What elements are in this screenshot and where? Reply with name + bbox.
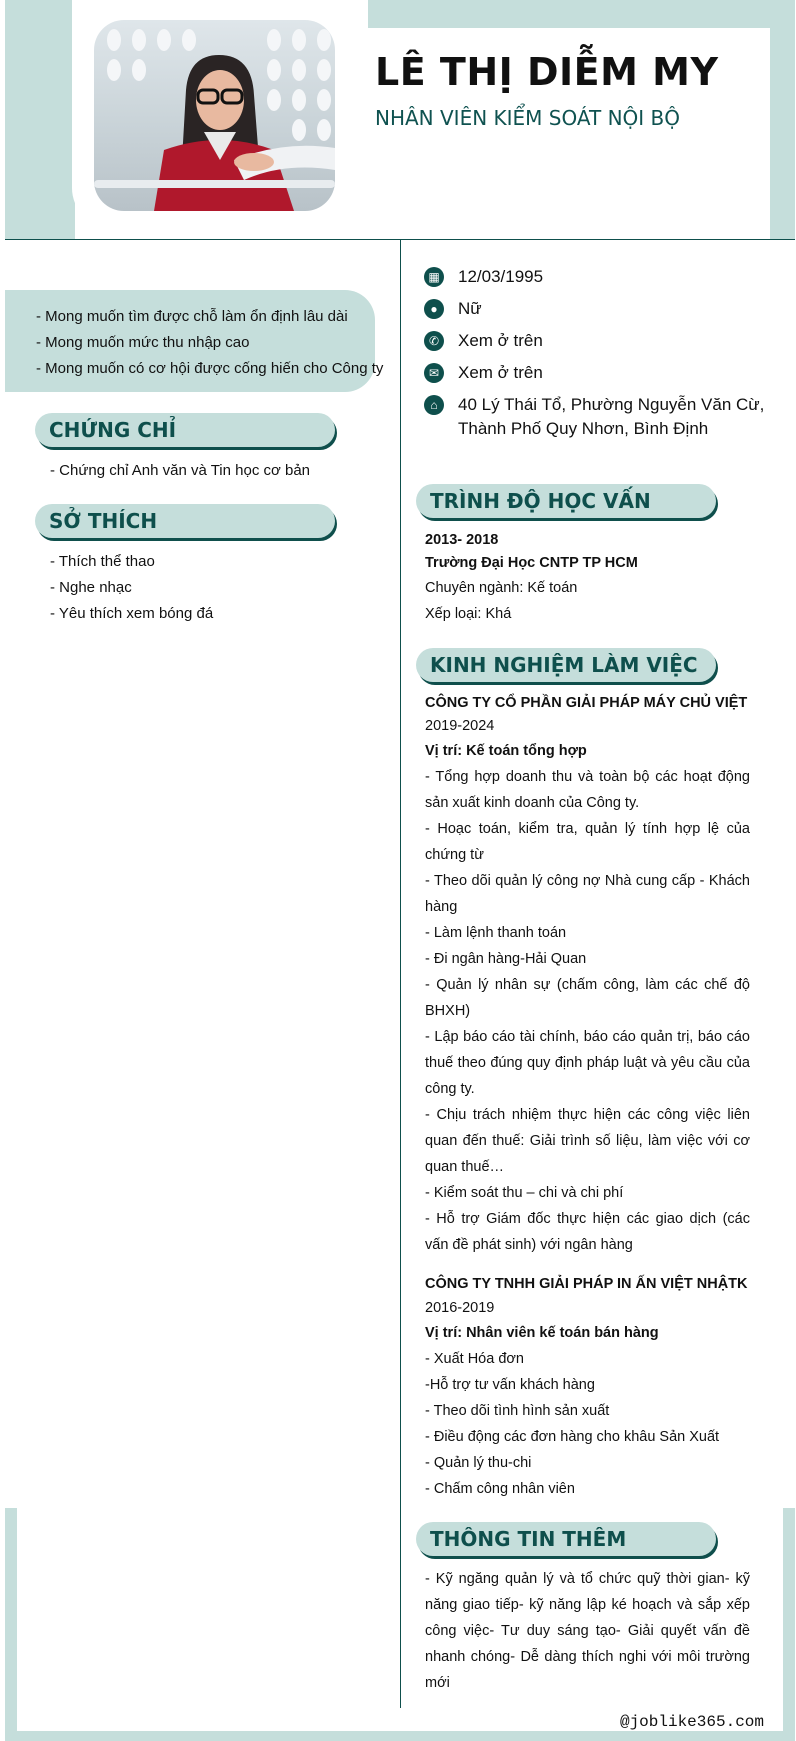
- education-title: TRÌNH ĐỘ HỌC VẤN: [430, 489, 651, 513]
- calendar-icon: ▦: [424, 267, 444, 287]
- job-duty: - Chấm công nhân viên: [425, 1481, 575, 1497]
- job-duty: - Đi ngân hàng-Hải Quan: [425, 951, 587, 967]
- extra-text: - Kỹ ngăng quản lý và tổ chức quỹ thời gian- kỹ năng giao tiếp- kỹ năng lập ké hoạch và sắp xếp công việc- Tư duy sáng tạo- Giải quyết vấn đề nhanh chóng- Dễ dàng thích nghi với môi trường mới: [425, 1571, 750, 1691]
- job-role: Vị trí: Nhân viên kế toán bán hàng: [425, 1325, 659, 1341]
- hobby-item: - Nghe nhạc: [50, 579, 132, 596]
- job-company: CÔNG TY TNHH GIẢI PHÁP IN ẤN VIỆT NHẬTK: [425, 1276, 748, 1292]
- address-line1: 40 Lý Thái Tổ, Phường Nguyễn Văn Cừ,: [458, 395, 765, 414]
- job-duty: - Quản lý nhân sự (chấm công, làm các chế độ BHXH): [425, 977, 750, 1019]
- job-duty: - Điều động các đơn hàng cho khâu Sản Xuất: [425, 1429, 720, 1445]
- job-duty: - Theo dõi quản lý công nợ Nhà cung cấp - Khách hàng: [425, 873, 750, 915]
- job-duty: - Hoạc toán, kiểm tra, quản lý tính hợp lệ của chứng từ: [425, 821, 750, 863]
- candidate-position: NHÂN VIÊN KIỂM SOÁT NỘI BỘ: [375, 106, 681, 130]
- education-rank: Xếp loại: Khá: [425, 606, 512, 622]
- header-corner-slant: [5, 195, 47, 240]
- objective-item: - Mong muốn có cơ hội được cống hiến cho Công ty: [36, 360, 384, 377]
- job-duty: - Chịu trách nhiệm thực hiện các công việc liên quan đến thuế: Giải trình số liệu, làm việc với cơ quan thuế…: [425, 1107, 750, 1175]
- job-role: Vị trí: Kế toán tổng hợp: [425, 743, 587, 759]
- objective-item: - Mong muốn tìm được chỗ làm ổn định lâu dài: [36, 308, 348, 325]
- person-icon: ●: [424, 299, 444, 319]
- job-duty: - Hỗ trợ Giám đốc thực hiện các giao dịch (các vấn đề phát sinh) với ngân hàng: [425, 1211, 750, 1253]
- address-line2: Thành Phố Quy Nhơn, Bình Định: [458, 419, 709, 438]
- job-period: 2019-2024: [425, 718, 495, 734]
- education-major: Chuyên ngành: Kế toán: [425, 580, 578, 596]
- extra-heading: [416, 1522, 716, 1556]
- mail-icon: ✉: [424, 363, 444, 383]
- certificates-title: CHỨNG CHỈ: [49, 418, 177, 442]
- job-duty: -Hỗ trợ tư vấn khách hàng: [425, 1377, 595, 1393]
- phone: Xem ở trên: [458, 331, 543, 350]
- certificate-item: - Chứng chỉ Anh văn và Tin học cơ bản: [50, 462, 311, 479]
- hobbies-heading: [35, 504, 335, 538]
- hobby-item: - Thích thể thao: [50, 553, 155, 570]
- column-divider: [400, 240, 401, 1708]
- home-icon: ⌂: [424, 395, 444, 415]
- job-duty: - Theo dõi tình hình sản xuất: [425, 1403, 610, 1419]
- gender: Nữ: [458, 299, 482, 318]
- phone-icon: ✆: [424, 331, 444, 351]
- education-heading: [416, 484, 716, 518]
- extra-title: THÔNG TIN THÊM: [430, 1527, 627, 1551]
- objective-item: - Mong muốn mức thu nhập cao: [36, 334, 250, 351]
- bottom-frame-left: [5, 1508, 17, 1741]
- bottom-frame-right: [783, 1508, 795, 1741]
- profile-photo: [94, 20, 335, 211]
- job-duty: - Làm lệnh thanh toán: [425, 925, 567, 941]
- job-company: CÔNG TY CỔ PHẦN GIẢI PHÁP MÁY CHỦ VIỆT: [425, 695, 748, 711]
- birthdate: 12/03/1995: [458, 267, 544, 286]
- job-duty: - Tổng hợp doanh thu và toàn bộ các hoạt động sản xuất kinh doanh của Công ty.: [425, 769, 750, 811]
- job-duty: - Quản lý thu-chi: [425, 1455, 532, 1471]
- job-duty: - Xuất Hóa đơn: [425, 1351, 524, 1367]
- bottom-frame-base: [5, 1731, 795, 1741]
- job-duty: - Lập báo cáo tài chính, báo cáo quản trị, báo cáo thuế theo đúng quy định pháp luật và yêu cầu của công ty.: [425, 1029, 750, 1097]
- job-duty: - Kiểm soát thu – chi và chi phí: [425, 1185, 624, 1201]
- hobbies-title: SỞ THÍCH: [49, 509, 158, 533]
- candidate-name: LÊ THỊ DIỄM MY: [375, 50, 719, 94]
- education-years: 2013- 2018: [425, 532, 499, 548]
- experience-heading: [416, 648, 716, 682]
- watermark: @joblike365.com: [619, 1713, 764, 1731]
- education-school: Trường Đại Học CNTP TP HCM: [425, 555, 638, 571]
- experience-title: KINH NGHIỆM LÀM VIỆC: [430, 653, 698, 677]
- email: Xem ở trên: [458, 363, 543, 382]
- hobby-item: - Yêu thích xem bóng đá: [50, 605, 214, 622]
- job-period: 2016-2019: [425, 1300, 495, 1316]
- certificates-heading: [35, 413, 335, 447]
